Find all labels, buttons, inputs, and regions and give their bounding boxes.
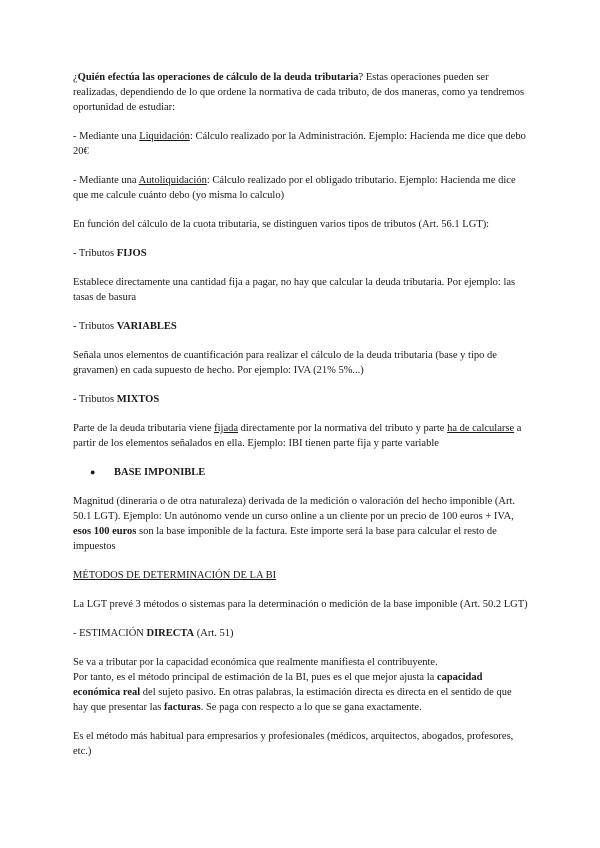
- mixtos-desc-part: a partir de los elementos señalados en ella. Ejemplo: IBI tienen parte fija y parte variable: [73, 423, 522, 449]
- bi-bold: esos 100 euros: [73, 526, 137, 537]
- directa-suffix: (Art. 51): [194, 628, 234, 639]
- autoliquidacion-term: Autoliquidación: [138, 175, 207, 186]
- mixtos-heading: [73, 392, 529, 407]
- mixtos-term: MIXTOS: [116, 394, 160, 405]
- base-imponible-heading: ● BASE IMPONIBLE: [73, 465, 529, 480]
- liquidacion-term: Liquidación: [139, 131, 190, 142]
- question-open: ¿: [73, 72, 78, 83]
- liquidacion-text: : Cálculo realizado por la Administración. Ejemplo: Hacienda me dice que debo 20€: [73, 131, 526, 157]
- intro-text: ? Estas operaciones pueden ser realizadas, dependiendo de lo que ordene la normativa de cada tributo, de dos maneras, como ya tendremos oportunidad de estudiar:: [73, 72, 525, 113]
- tipos-tributos-paragraph: En función del cálculo de la cuota tributaria, se distinguen varios tipos de tributos (Art. 56.1 LGT):: [73, 219, 490, 230]
- intro-paragraph: [73, 70, 529, 115]
- intro-question: Quién efectúa las operaciones de cálculo de la deuda tributaria: [77, 72, 359, 83]
- estimacion-directa-paragraph: [73, 655, 529, 715]
- document-body: [73, 70, 529, 773]
- directa-text: del sujeto pasivo. En otras palabras, la estimación directa es directa en el sentido de que hay que presentar las: [73, 687, 512, 713]
- variables-description: Señala unos elementos de cuantificación para realizar el cálculo de la deuda tributaria (base y tipo de gravamen) en cada supuesto de hecho. Por ejemplo: IVA (21% 5%...): [73, 350, 497, 376]
- mixtos-prefix: - Tributos: [73, 394, 117, 405]
- habitual-paragraph: Es el método más habitual para empresarios y profesionales (médicos, arquitectos, abogados, profesores, etc.): [73, 731, 514, 757]
- mixtos-desc-part: directamente por la normativa del tributo y parte: [238, 423, 448, 434]
- bi-text: son la base imponible de la factura. Este importe será la base para calcular el resto de impuestos: [73, 526, 497, 552]
- fijos-description: Establece directamente una cantidad fija a pagar, no hay que calcular la deuda tributaria. Por ejemplo: las tasas de basura: [73, 277, 516, 303]
- mixtos-fijada: fijada: [214, 423, 239, 434]
- capacidad-economica-real: capacidad económica real: [73, 672, 483, 698]
- autoliquidacion-paragraph: [73, 173, 529, 203]
- facturas: facturas: [163, 702, 201, 713]
- metodos-paragraph: La LGT prevé 3 métodos o sistemas para la determinación o medición de la base imponible (Art. 50.2 LGT): [73, 599, 528, 610]
- mixtos-description: [73, 421, 529, 451]
- variables-prefix: - Tributos: [73, 321, 117, 332]
- mixtos-desc-part: Parte de la deuda tributaria viene: [73, 423, 215, 434]
- fijos-prefix: - Tributos: [73, 248, 117, 259]
- directa-text: . Se paga con respecto a lo que se gana exactamente.: [200, 702, 422, 713]
- fijos-term: FIJOS: [116, 248, 147, 259]
- liquidacion-paragraph: [73, 129, 529, 159]
- base-imponible-paragraph: [73, 494, 529, 554]
- directa-term: DIRECTA: [146, 628, 195, 639]
- metodos-heading: MÉTODOS DE DETERMINACIÓN DE LA BI: [73, 570, 277, 581]
- variables-term: VARIABLES: [116, 321, 177, 332]
- mixtos-calcularse: ha de calcularse: [447, 423, 515, 434]
- directa-prefix: - ESTIMACIÓN: [73, 628, 147, 639]
- bullet-list: [73, 465, 529, 480]
- liquidacion-prefix: - Mediante una: [73, 131, 140, 142]
- fijos-heading: [73, 246, 529, 261]
- estimacion-directa-heading: [73, 626, 529, 641]
- directa-text: Por tanto, es el método principal de estimación de la BI, pues es el que mejor ajusta la: [73, 672, 437, 683]
- autoliquidacion-text: : Cálculo realizado por el obligado tributario. Ejemplo: Hacienda me dice que me calcule cuánto debo (yo misma lo calculo): [73, 175, 516, 201]
- bi-text: Magnitud (dineraria o de otra naturaleza) derivada de la medición o valoración del hecho imponible (Art. 50.1 LGT). Ejemplo: Un autónomo vende un curso online a un cliente por un precio de 100 euros + IVA,: [73, 496, 515, 522]
- variables-heading: [73, 319, 529, 334]
- directa-line: Se va a tributar por la capacidad económica que realmente manifiesta el contribuyente.: [73, 657, 438, 668]
- autoliquidacion-prefix: - Mediante una: [73, 175, 139, 186]
